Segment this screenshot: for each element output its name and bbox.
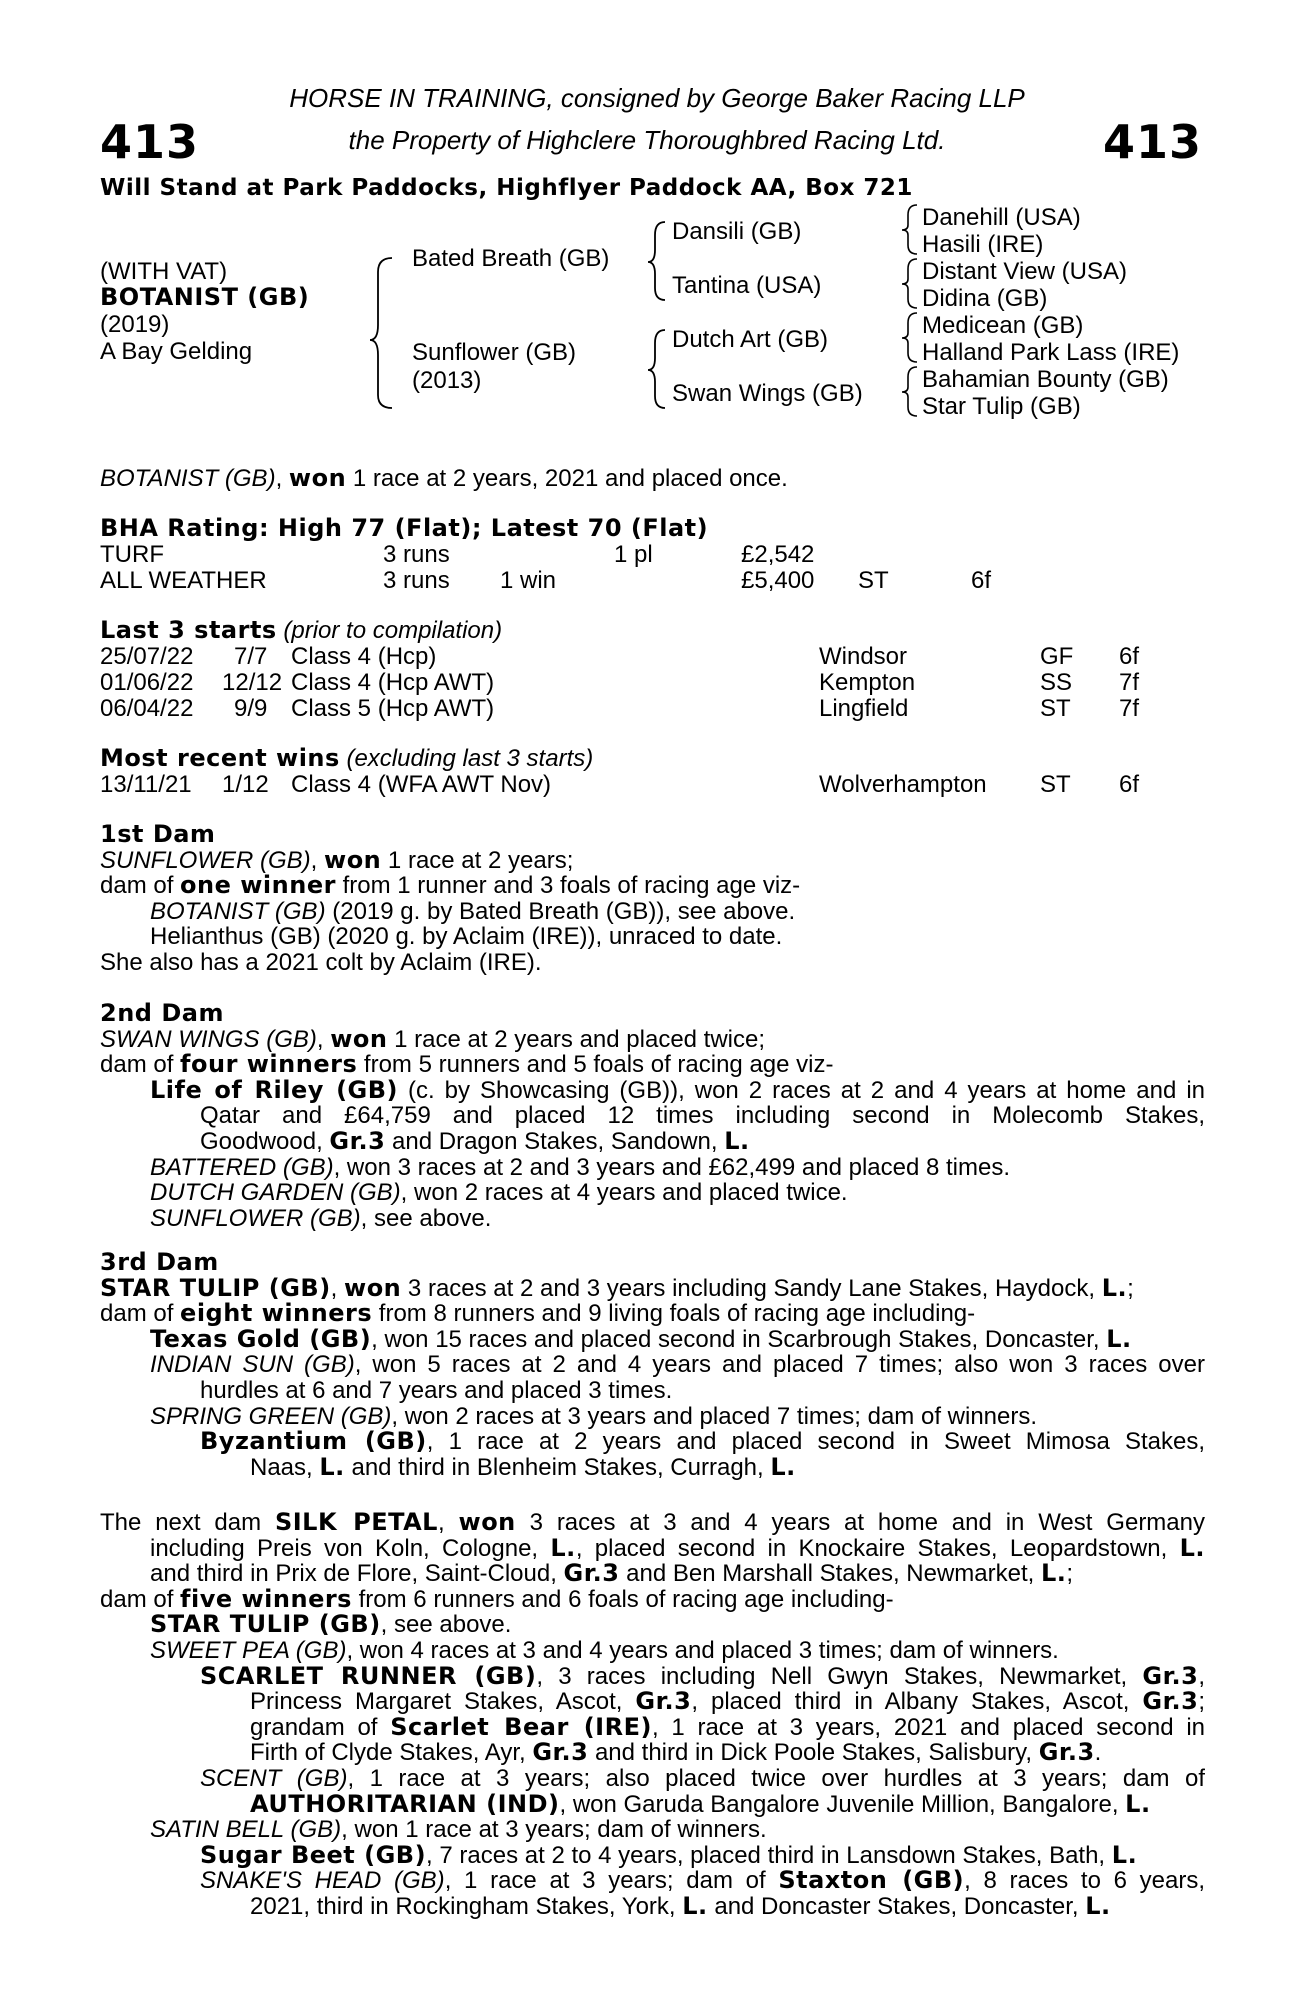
grade: Gr.3	[635, 1689, 692, 1715]
grandproduce-entry-cont	[100, 1789, 1205, 1818]
text: , 1 race at 3 years, 2021 and placed second in	[651, 1714, 1205, 1741]
text: 2021, third in Rockingham Stakes, York,	[250, 1892, 683, 1920]
text: , placed third in Albany Stakes, Ascot,	[691, 1689, 1143, 1715]
text: , 3 races including Nell Gwyn Stakes, Newmarket,	[536, 1663, 1143, 1690]
dam-won: won	[330, 1024, 388, 1053]
start-dist: 7f	[1119, 695, 1140, 722]
rating-placed: 1 pl	[614, 541, 653, 568]
first-dam-produce	[100, 873, 1205, 899]
pedigree-dsd: Halland Park Lass (IRE)	[922, 339, 1180, 366]
start-pos: 9/9	[234, 695, 268, 722]
produce-entry	[100, 1612, 1205, 1638]
text: , won Garuda Bangalore Juvenile Million, Bangalore,	[559, 1790, 1126, 1818]
pedigree-brace-ds	[902, 313, 917, 362]
produce-entry	[100, 899, 1205, 925]
bha-rating-title: BHA Rating: High 77 (Flat); Latest 70 (Flat)	[100, 514, 709, 542]
produce-name: SCENT (GB)	[200, 1765, 348, 1792]
grandproduce-entry-cont	[100, 1452, 1205, 1481]
pedigree-sds: Distant View (USA)	[922, 258, 1127, 285]
produce-name: DUTCH GARDEN (GB)	[150, 1179, 401, 1207]
produce-name: SCARLET RUNNER (GB)	[200, 1663, 537, 1690]
pedigree-sire-dam: Tantina (USA)	[672, 272, 822, 299]
produce-text: , see above.	[360, 1204, 492, 1232]
grandproduce-entry	[100, 1766, 1205, 1792]
pedigree-brace-main	[370, 258, 392, 408]
start-going: SS	[1040, 669, 1073, 696]
rating-row-turf	[100, 542, 1205, 568]
pedigree-sdd: Didina (GB)	[922, 285, 1048, 312]
listed: L.	[1106, 1324, 1132, 1353]
recent-date: 13/11/21	[100, 771, 192, 798]
produce-entry	[100, 1206, 1205, 1232]
produce-entry-cont: Qatar and £64,759 and placed 12 times including second in Molecomb Stakes,	[200, 1103, 1205, 1129]
produce-entry	[100, 1155, 1205, 1181]
text: dam of	[100, 1585, 181, 1613]
produce-text: , won 3 races at 2 and 3 years and £62,499 and placed 8 times.	[333, 1153, 1011, 1181]
race-summary: BOTANIST (GB), won 1 race at 2 years, 2021 and placed once.	[100, 464, 788, 492]
text: , won 1 race at 3 years; dam of winners.	[341, 1816, 767, 1844]
text: ;	[1127, 1274, 1134, 1302]
produce-text: (2019 g. by Bated Breath (GB)), see above.	[325, 897, 796, 925]
rating-row-aw	[100, 568, 1205, 594]
start-pos: 12/12	[222, 669, 283, 696]
text: .	[1094, 1739, 1102, 1767]
rating-money: £5,400	[741, 567, 815, 594]
third-dam-produce	[100, 1301, 1205, 1327]
third-dam-line: STAR TULIP (GB), won 3 races at 2 and 3 years including Sandy Lane Stakes, Haydock, L.;	[100, 1273, 1134, 1302]
listed: L.	[1085, 1891, 1111, 1920]
produce-text: (c. by Showcasing (GB)), won 2 races at 2 and 4 years at home and in	[398, 1077, 1205, 1104]
pedigree-brace-dam	[648, 330, 665, 408]
pedigree-dss: Medicean (GB)	[922, 312, 1084, 339]
start-pos: 7/7	[234, 643, 268, 670]
foaling-year: (2019)	[100, 311, 170, 338]
produce-a: dam of	[100, 1300, 181, 1328]
pedigree-ddd: Star Tulip (GB)	[922, 393, 1081, 420]
produce-name: SWEET PEA (GB)	[150, 1636, 347, 1664]
produce-c: from 1 runner and 3 foals of racing age viz-	[335, 872, 801, 900]
produce-winners: one winner	[180, 871, 336, 900]
grandproduce-entry-cont	[100, 1689, 1205, 1715]
produce-name: SUNFLOWER (GB)	[150, 1204, 361, 1232]
third-dam-title: 3rd Dam	[100, 1248, 219, 1276]
recent-course: Wolverhampton	[819, 771, 987, 798]
produce-entry	[100, 1180, 1205, 1206]
listed: L.	[550, 1535, 576, 1562]
recent-dist: 6f	[1119, 771, 1140, 798]
start-course: Lingfield	[819, 695, 909, 722]
produce-entry-cont	[100, 1126, 1205, 1155]
rating-runs: 3 runs	[383, 567, 450, 594]
listed: L.	[682, 1891, 708, 1920]
dam-name: SILK PETAL	[274, 1510, 438, 1536]
produce-a: dam of	[100, 1051, 181, 1079]
rating-money: £2,542	[741, 541, 815, 568]
text: , 7 races at 2 to 4 years, placed third in Lansdown Stakes, Bath,	[426, 1841, 1112, 1869]
summary-text: 1 race at 2 years, 2021 and placed once.	[346, 465, 788, 492]
start-race: Class 4 (Hcp)	[291, 643, 437, 670]
second-dam-section	[100, 1001, 1205, 1231]
pedigree-dds: Bahamian Bounty (GB)	[922, 366, 1169, 393]
produce-entry	[100, 1352, 1205, 1378]
last3-note: (prior to compilation)	[276, 617, 503, 644]
start-row	[100, 696, 1205, 722]
start-row	[100, 670, 1205, 696]
text: , won 4 races at 3 and 4 years and placed 3 times; dam of winners.	[346, 1636, 1059, 1664]
pedigree-sire-sire: Dansili (GB)	[672, 218, 802, 245]
start-dist: 7f	[1119, 669, 1140, 696]
last3-title	[100, 618, 502, 644]
produce-winners: four winners	[180, 1050, 358, 1079]
start-date: 25/07/22	[100, 643, 194, 670]
third-dam-section	[100, 1250, 1205, 1480]
start-course: Kempton	[819, 669, 916, 696]
text: , 1 race at 3 years; also placed twice over hurdles at 3 years; dam of	[347, 1765, 1205, 1792]
produce-entry	[100, 1404, 1205, 1430]
produce-winners: eight winners	[180, 1299, 373, 1328]
listed: L.	[770, 1452, 796, 1481]
produce-winners: five winners	[180, 1584, 352, 1613]
rating-surface: ALL WEATHER	[100, 567, 267, 594]
pedigree-ssd: Hasili (IRE)	[922, 231, 1044, 258]
rating-surface: TURF	[100, 541, 164, 568]
text: and Ben Marshall Stakes, Newmarket,	[619, 1560, 1041, 1588]
start-going: GF	[1040, 643, 1074, 670]
text: , 8 races to 6 years,	[964, 1868, 1205, 1894]
start-date: 01/06/22	[100, 669, 194, 696]
recent-row	[100, 772, 1205, 798]
listed: L.	[319, 1452, 345, 1481]
pedigree-brace-sd	[902, 259, 917, 308]
dam-name: STAR TULIP (GB)	[100, 1273, 331, 1302]
dam-name: SUNFLOWER (GB)	[100, 846, 311, 874]
pedigree-dam: Sunflower (GB)	[412, 339, 577, 366]
first-dam-section	[100, 822, 1205, 976]
lot-number-right: 413	[1102, 115, 1202, 169]
produce-name: STAR TULIP (GB)	[150, 1610, 381, 1639]
consignor-line: HORSE IN TRAINING, consigned by George Baker Racing LLP	[289, 83, 1025, 113]
grade: Gr.3	[532, 1738, 589, 1767]
produce-text: , won 15 races and placed second in Scarbrough Stakes, Doncaster,	[371, 1325, 1107, 1353]
grandproduce-entry	[100, 1664, 1205, 1690]
dam-text: 3 races at 2 and 3 years including Sandy Lane Stakes, Haydock,	[401, 1274, 1102, 1302]
produce-name: Staxton (GB)	[778, 1868, 965, 1894]
recent-going: ST	[1040, 771, 1071, 798]
text: from 6 runners and 6 foals of racing age including-	[351, 1585, 894, 1613]
produce-name: Sugar Beet (GB)	[200, 1840, 427, 1869]
rating-wins: 1 win	[500, 567, 557, 594]
grade: Gr.3	[563, 1559, 620, 1588]
start-going: ST	[1040, 695, 1071, 722]
rating-runs: 3 runs	[383, 541, 450, 568]
text: ;	[1066, 1560, 1074, 1588]
text: 3 races at 3 and 4 years at home and in West Germany	[515, 1510, 1205, 1536]
pedigree-brace-sire	[648, 222, 665, 300]
produce-name: SATIN BELL (GB)	[150, 1816, 342, 1844]
produce-c: from 8 runners and 9 living foals of racing age including-	[372, 1300, 976, 1328]
start-row	[100, 644, 1205, 670]
dam-text: 1 race at 2 years and placed twice;	[387, 1025, 766, 1053]
lot-number-left: 413	[100, 115, 200, 169]
produce-text: , won 2 races at 4 years and placed twice.	[400, 1179, 848, 1207]
text: and third in Blenheim Stakes, Curragh,	[344, 1453, 771, 1481]
horse-description: A Bay Gelding	[100, 338, 253, 365]
text: Goodwood,	[200, 1127, 330, 1155]
text: Princess Margaret Stakes, Ascot,	[250, 1689, 636, 1715]
produce-a: dam of	[100, 872, 181, 900]
start-race: Class 4 (Hcp AWT)	[291, 669, 495, 696]
stand-location: Will Stand at Park Paddocks, Highflyer Paddock AA, Box 721	[100, 175, 913, 201]
text: grandam of	[250, 1714, 391, 1741]
produce-name: SNAKE'S HEAD (GB)	[200, 1868, 445, 1894]
summary-horse-name: BOTANIST (GB)	[100, 465, 276, 492]
text: , see above.	[380, 1611, 512, 1639]
produce-name: Byzantium (GB)	[200, 1429, 427, 1455]
grade: Gr.3	[1142, 1663, 1199, 1690]
listed: L.	[1101, 1273, 1128, 1302]
grandproduce-entry	[100, 1868, 1205, 1894]
grandproduce-entry-cont	[100, 1715, 1205, 1741]
grade: Gr.3	[1142, 1689, 1199, 1715]
recent-race: Class 4 (WFA AWT Nov)	[291, 771, 552, 798]
listed: L.	[1179, 1535, 1205, 1562]
rating-dist: 6f	[971, 567, 992, 594]
pedigree-sire: Bated Breath (GB)	[412, 245, 610, 272]
produce-entry	[100, 1638, 1205, 1664]
summary-won: won	[288, 464, 347, 492]
dam-text: 1 race at 2 years;	[381, 846, 574, 874]
listed: L.	[1040, 1559, 1067, 1588]
start-race: Class 5 (Hcp AWT)	[291, 695, 495, 722]
pedigree-brace-dd	[902, 367, 917, 416]
text: ;	[1198, 1689, 1205, 1715]
produce-text: , won 2 races at 3 years and placed 7 times; dam of winners.	[391, 1402, 1038, 1430]
text: and third in Dick Poole Stakes, Salisbury,	[588, 1739, 1039, 1767]
pedigree-brace-ss	[902, 205, 917, 254]
produce-entry-cont: hurdles at 6 and 7 years and placed 3 times.	[200, 1376, 673, 1404]
grandproduce-entry-cont	[100, 1891, 1205, 1920]
recent-title	[100, 746, 593, 772]
produce-name: Life of Riley (GB)	[150, 1077, 399, 1104]
start-dist: 6f	[1119, 643, 1140, 670]
produce-entry	[100, 1324, 1205, 1353]
dam-won: won	[458, 1510, 516, 1536]
produce-entry	[100, 1817, 1205, 1843]
text: Naas,	[250, 1453, 320, 1481]
second-dam-produce	[100, 1052, 1205, 1078]
text: and third in Prix de Flore, Saint-Cloud,	[150, 1560, 564, 1588]
vat-label: (WITH VAT)	[100, 258, 228, 285]
rating-going: ST	[858, 567, 889, 594]
horse-name: BOTANIST (GB)	[100, 283, 310, 311]
next-dam-cont	[100, 1536, 1205, 1562]
text: The next dam	[100, 1510, 275, 1536]
text: , placed second in Knockaire Stakes, Leopardstown,	[575, 1535, 1180, 1562]
dam-won: won	[324, 845, 382, 874]
produce-name: SPRING GREEN (GB)	[150, 1402, 392, 1430]
start-course: Windsor	[819, 643, 908, 670]
next-dam-line	[100, 1510, 1205, 1536]
recent-note: (excluding last 3 starts)	[339, 745, 594, 772]
second-dam-line: SWAN WINGS (GB), won 1 race at 2 years and placed twice;	[100, 1024, 766, 1053]
produce-text: , won 5 races at 2 and 4 years and placed 7 times; also won 3 races over	[354, 1352, 1205, 1378]
listed: L.	[724, 1126, 750, 1155]
recent-heading: Most recent wins	[100, 744, 340, 772]
dam-won: won	[344, 1273, 402, 1302]
second-dam-title: 2nd Dam	[100, 999, 224, 1027]
pedigree-dam-year: (2013)	[412, 367, 482, 394]
text: , 1 race at 3 years; dam of	[444, 1868, 779, 1894]
produce-name: BATTERED (GB)	[150, 1153, 334, 1181]
text: and Dragon Stakes, Sandown,	[385, 1127, 725, 1155]
produce-name: BOTANIST (GB)	[150, 897, 326, 925]
produce-name: AUTHORITARIAN (IND)	[250, 1789, 560, 1818]
grade: Gr.3	[329, 1126, 386, 1155]
produce-name: INDIAN SUN (GB)	[150, 1352, 355, 1378]
listed: L.	[1111, 1840, 1138, 1869]
produce-entry: Helianthus (GB) (2020 g. by Aclaim (IRE)), unraced to date.	[150, 923, 783, 951]
text: ,	[1198, 1663, 1205, 1690]
text: and Doncaster Stakes, Doncaster,	[707, 1892, 1086, 1920]
next-dam-produce	[100, 1584, 1205, 1613]
listed: L.	[1125, 1789, 1151, 1818]
text: including Preis von Koln, Cologne,	[150, 1535, 551, 1562]
text: ,	[437, 1510, 459, 1536]
produce-text: , 1 race at 2 years and placed second in Sweet Mimosa Stakes,	[426, 1429, 1205, 1455]
grandproduce-entry-cont	[100, 1740, 1205, 1766]
text: Firth of Clyde Stakes, Ayr,	[250, 1739, 533, 1767]
last3-heading: Last 3 starts	[100, 616, 277, 644]
next-dam-section	[100, 1510, 1205, 1920]
grandproduce-entry	[100, 1429, 1205, 1455]
first-dam-title: 1st Dam	[100, 820, 216, 848]
next-dam-cont	[100, 1561, 1205, 1587]
start-date: 06/04/22	[100, 695, 194, 722]
property-line: the Property of Highclere Thoroughbred Racing Ltd.	[348, 125, 946, 155]
produce-c: from 5 runners and 5 foals of racing age viz-	[357, 1051, 834, 1079]
pedigree-dam-dam: Swan Wings (GB)	[672, 380, 863, 407]
grade: Gr.3	[1038, 1738, 1095, 1767]
grandproduce-entry	[100, 1840, 1205, 1869]
recent-pos: 1/12	[222, 771, 269, 798]
dam-name: SWAN WINGS (GB)	[100, 1025, 317, 1053]
first-dam-line: SUNFLOWER (GB), won 1 race at 2 years;	[100, 845, 574, 874]
produce-entry	[100, 1078, 1205, 1104]
pedigree-sss: Danehill (USA)	[922, 204, 1081, 231]
pedigree-dam-sire: Dutch Art (GB)	[672, 326, 829, 353]
produce-name: Scarlet Bear (IRE)	[390, 1714, 652, 1741]
produce-note: She also has a 2021 colt by Aclaim (IRE).	[100, 948, 542, 976]
produce-name: Texas Gold (GB)	[150, 1324, 372, 1353]
